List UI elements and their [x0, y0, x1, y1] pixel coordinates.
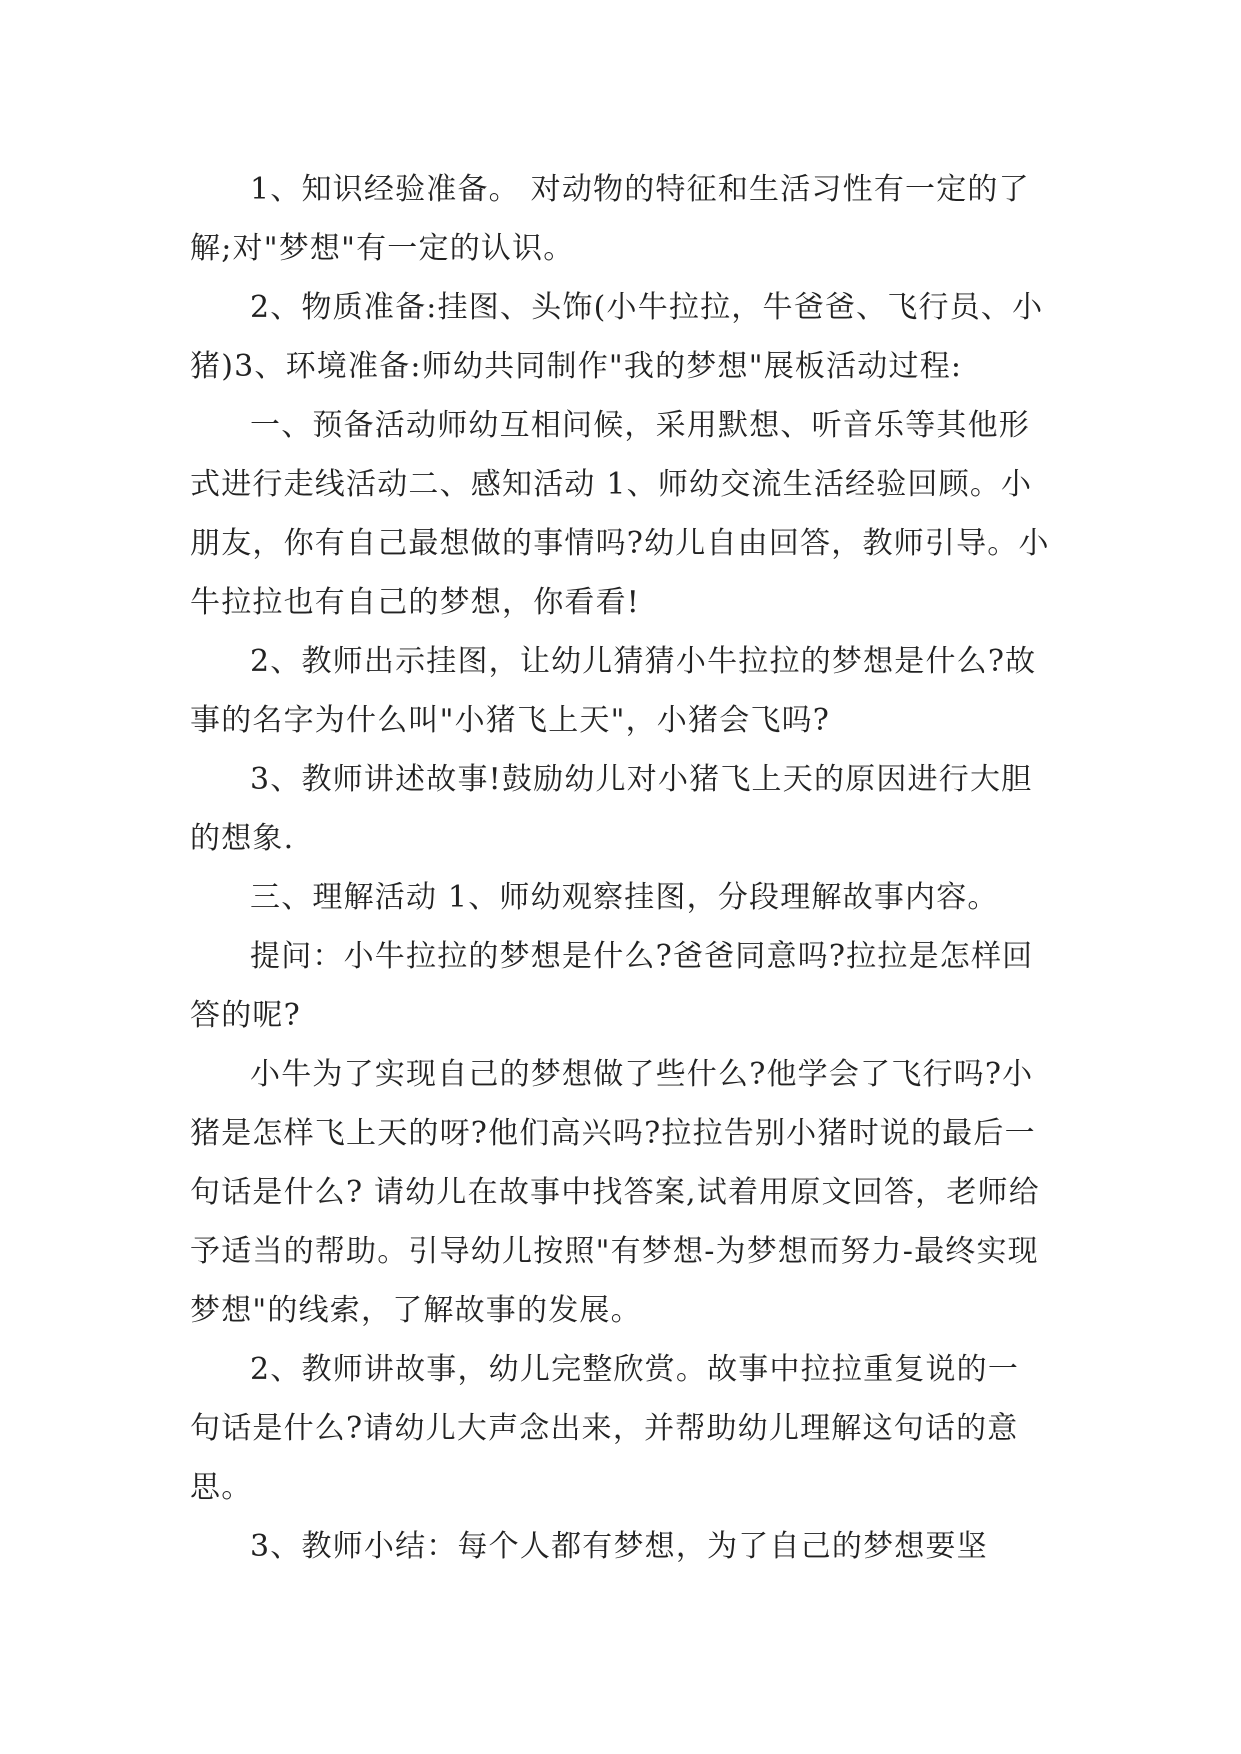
paragraph-material-prep: 2、物质准备:挂图、头饰(小牛拉拉，牛爸爸、飞行员、小猪)3、环境准备:师幼共同制作"我的梦想"展板活动过程: [190, 290, 1044, 384]
paragraph-story-questions: 小牛为了实现自己的梦想做了些什么?他学会了飞行吗?小猪是怎样飞上天的呀?他们高兴吗?拉拉告别小猪时说的最后一句话是什么? 请幼儿在故事中找答案,试着用原文回答，老师给予适当的帮助。引导幼儿按照"有梦想-为梦想而努力-最终实现梦想"的线索，了解故事的发展。 [190, 1057, 1040, 1328]
paragraph-understanding-activity: 三、理解活动 1、师幼观察挂图，分段理解故事内容。 [250, 880, 999, 915]
paragraph-questions: 提问：小牛拉拉的梦想是什么?爸爸同意吗?拉拉是怎样回答的呢? [190, 939, 1034, 1033]
paragraph-warmup-activity: 一、预备活动师幼互相问候，采用默想、听音乐等其他形式进行走线活动二、感知活动 1、师幼交流生活经验回顾。小朋友，你有自己最想做的事情吗?幼儿自由回答，教师引导。小牛拉拉也有自己的梦想，你看看! [190, 408, 1050, 620]
paragraph-show-picture: 2、教师出示挂图，让幼儿猜猜小牛拉拉的梦想是什么?故事的名字为什么叫"小猪飞上天"，小猪会飞吗? [190, 644, 1037, 738]
paragraph-knowledge-prep: 1、知识经验准备。 对动物的特征和生活习性有一定的了解;对"梦想"有一定的认识。 [190, 172, 1030, 266]
document-page [190, 160, 1050, 1576]
paragraph-summary: 3、教师小结：每个人都有梦想，为了自己的梦想要坚 [250, 1529, 988, 1564]
paragraph-tell-story: 3、教师讲述故事!鼓励幼儿对小猪飞上天的原因进行大胆的想象. [190, 762, 1033, 856]
paragraph-full-story: 2、教师讲故事，幼儿完整欣赏。故事中拉拉重复说的一句话是什么?请幼儿大声念出来，并帮助幼儿理解这句话的意思。 [190, 1352, 1020, 1505]
